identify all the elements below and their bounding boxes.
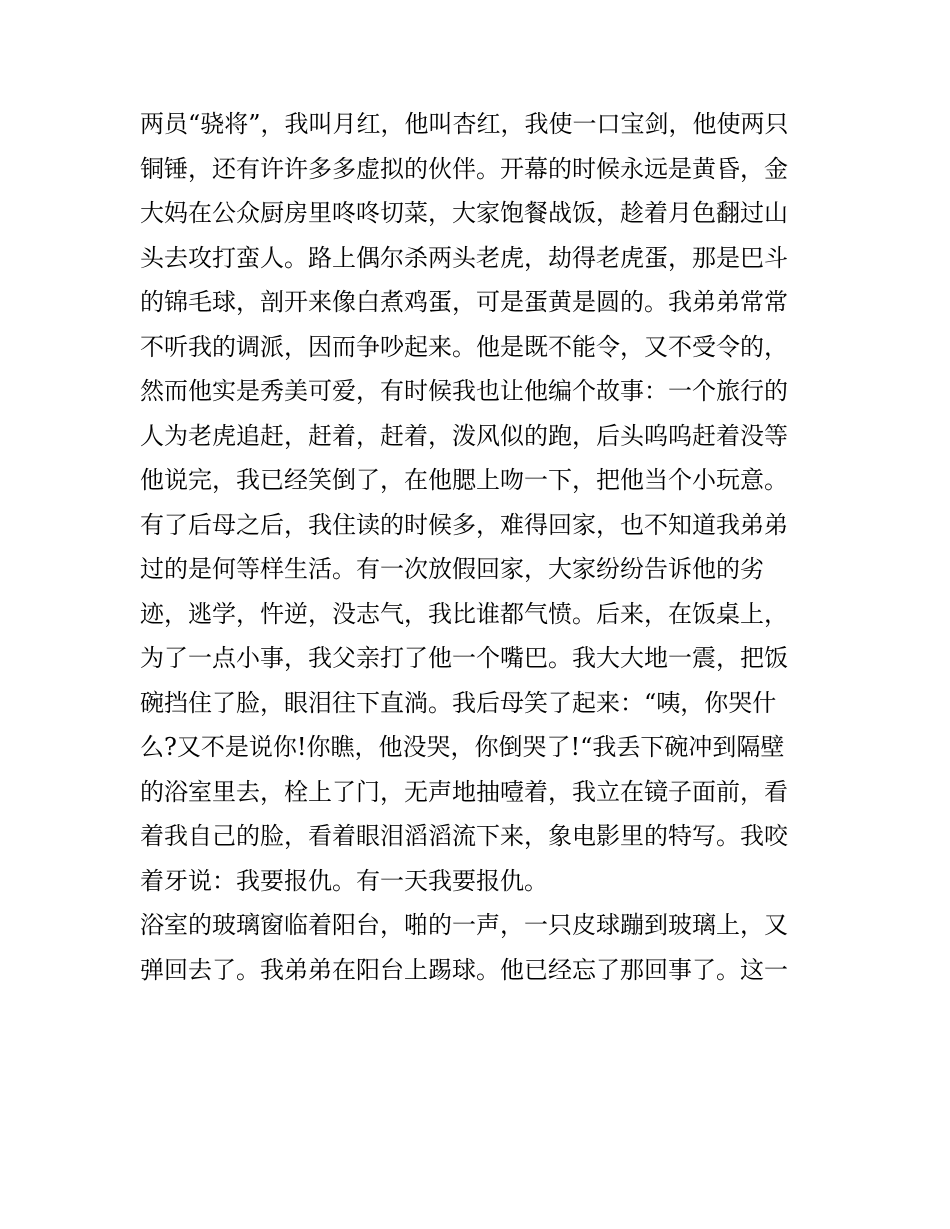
text-line: 为了一点小事，我父亲打了他一个嘴巴。我大大地一震，把饭 <box>140 644 788 672</box>
text-line: 头去攻打蛮人。路上偶尔杀两头老虎，劫得老虎蛋，那是巴斗 <box>140 243 788 272</box>
text-line: 过的是何等样生活。有一次放假回家，大家纷纷告诉他的劣 <box>140 555 764 583</box>
text-line: 他说完，我已经笑倒了，在他腮上吻一下，把他当个小玩意。 <box>140 466 788 494</box>
text-line: 碗挡住了脸，眼泪往下直淌。我后母笑了起来：“咦，你哭什 <box>140 688 777 717</box>
text-line: 的锦毛球，剖开来像白煮鸡蛋，可是蛋黄是圆的。我弟弟常常 <box>140 288 788 316</box>
text-line: 着牙说：我要报仇。有一天我要报仇。 <box>140 866 548 895</box>
body-text <box>140 102 830 992</box>
text-line: 人为老虎追赶，赶着，赶着，泼风似的跑，后头呜呜赶着没等 <box>140 421 788 450</box>
text-line: 弹回去了。我弟弟在阳台上踢球。他已经忘了那回事了。这一 <box>140 955 788 984</box>
text-line: 着我自己的脸，看着眼泪滔滔流下来，象电影里的特写。我咬 <box>140 822 788 850</box>
text-line: 有了后母之后，我住读的时候多，难得回家，也不知道我弟弟 <box>140 510 788 539</box>
text-line: 迹，逃学，忤逆，没志气，我比谁都气愤。后来，在饭桌上， <box>140 599 788 628</box>
text-line: 不听我的调派，因而争吵起来。他是既不能令，又不受令的， <box>140 332 788 361</box>
text-line: 两员“骁将”，我叫月红，他叫杏红，我使一口宝剑，他使两只 <box>140 110 789 138</box>
text-line: 大妈在公众厨房里咚咚切菜，大家饱餐战饭，趁着月色翻过山 <box>140 199 788 227</box>
text-line: 么?又不是说你!你瞧，他没哭，你倒哭了!“我丢下碗冲到隔壁 <box>140 733 785 761</box>
text-line: 的浴室里去，栓上了门，无声地抽噎着，我立在镜子面前，看 <box>140 777 788 806</box>
text-line: 然而他实是秀美可爱，有时候我也让他编个故事：一个旅行的 <box>140 377 788 405</box>
text-line: 铜锤，还有许许多多虚拟的伙伴。开幕的时候永远是黄昏，金 <box>140 154 788 183</box>
text-line: 浴室的玻璃窗临着阳台，啪的一声，一只皮球蹦到玻璃上，又 <box>140 911 788 939</box>
